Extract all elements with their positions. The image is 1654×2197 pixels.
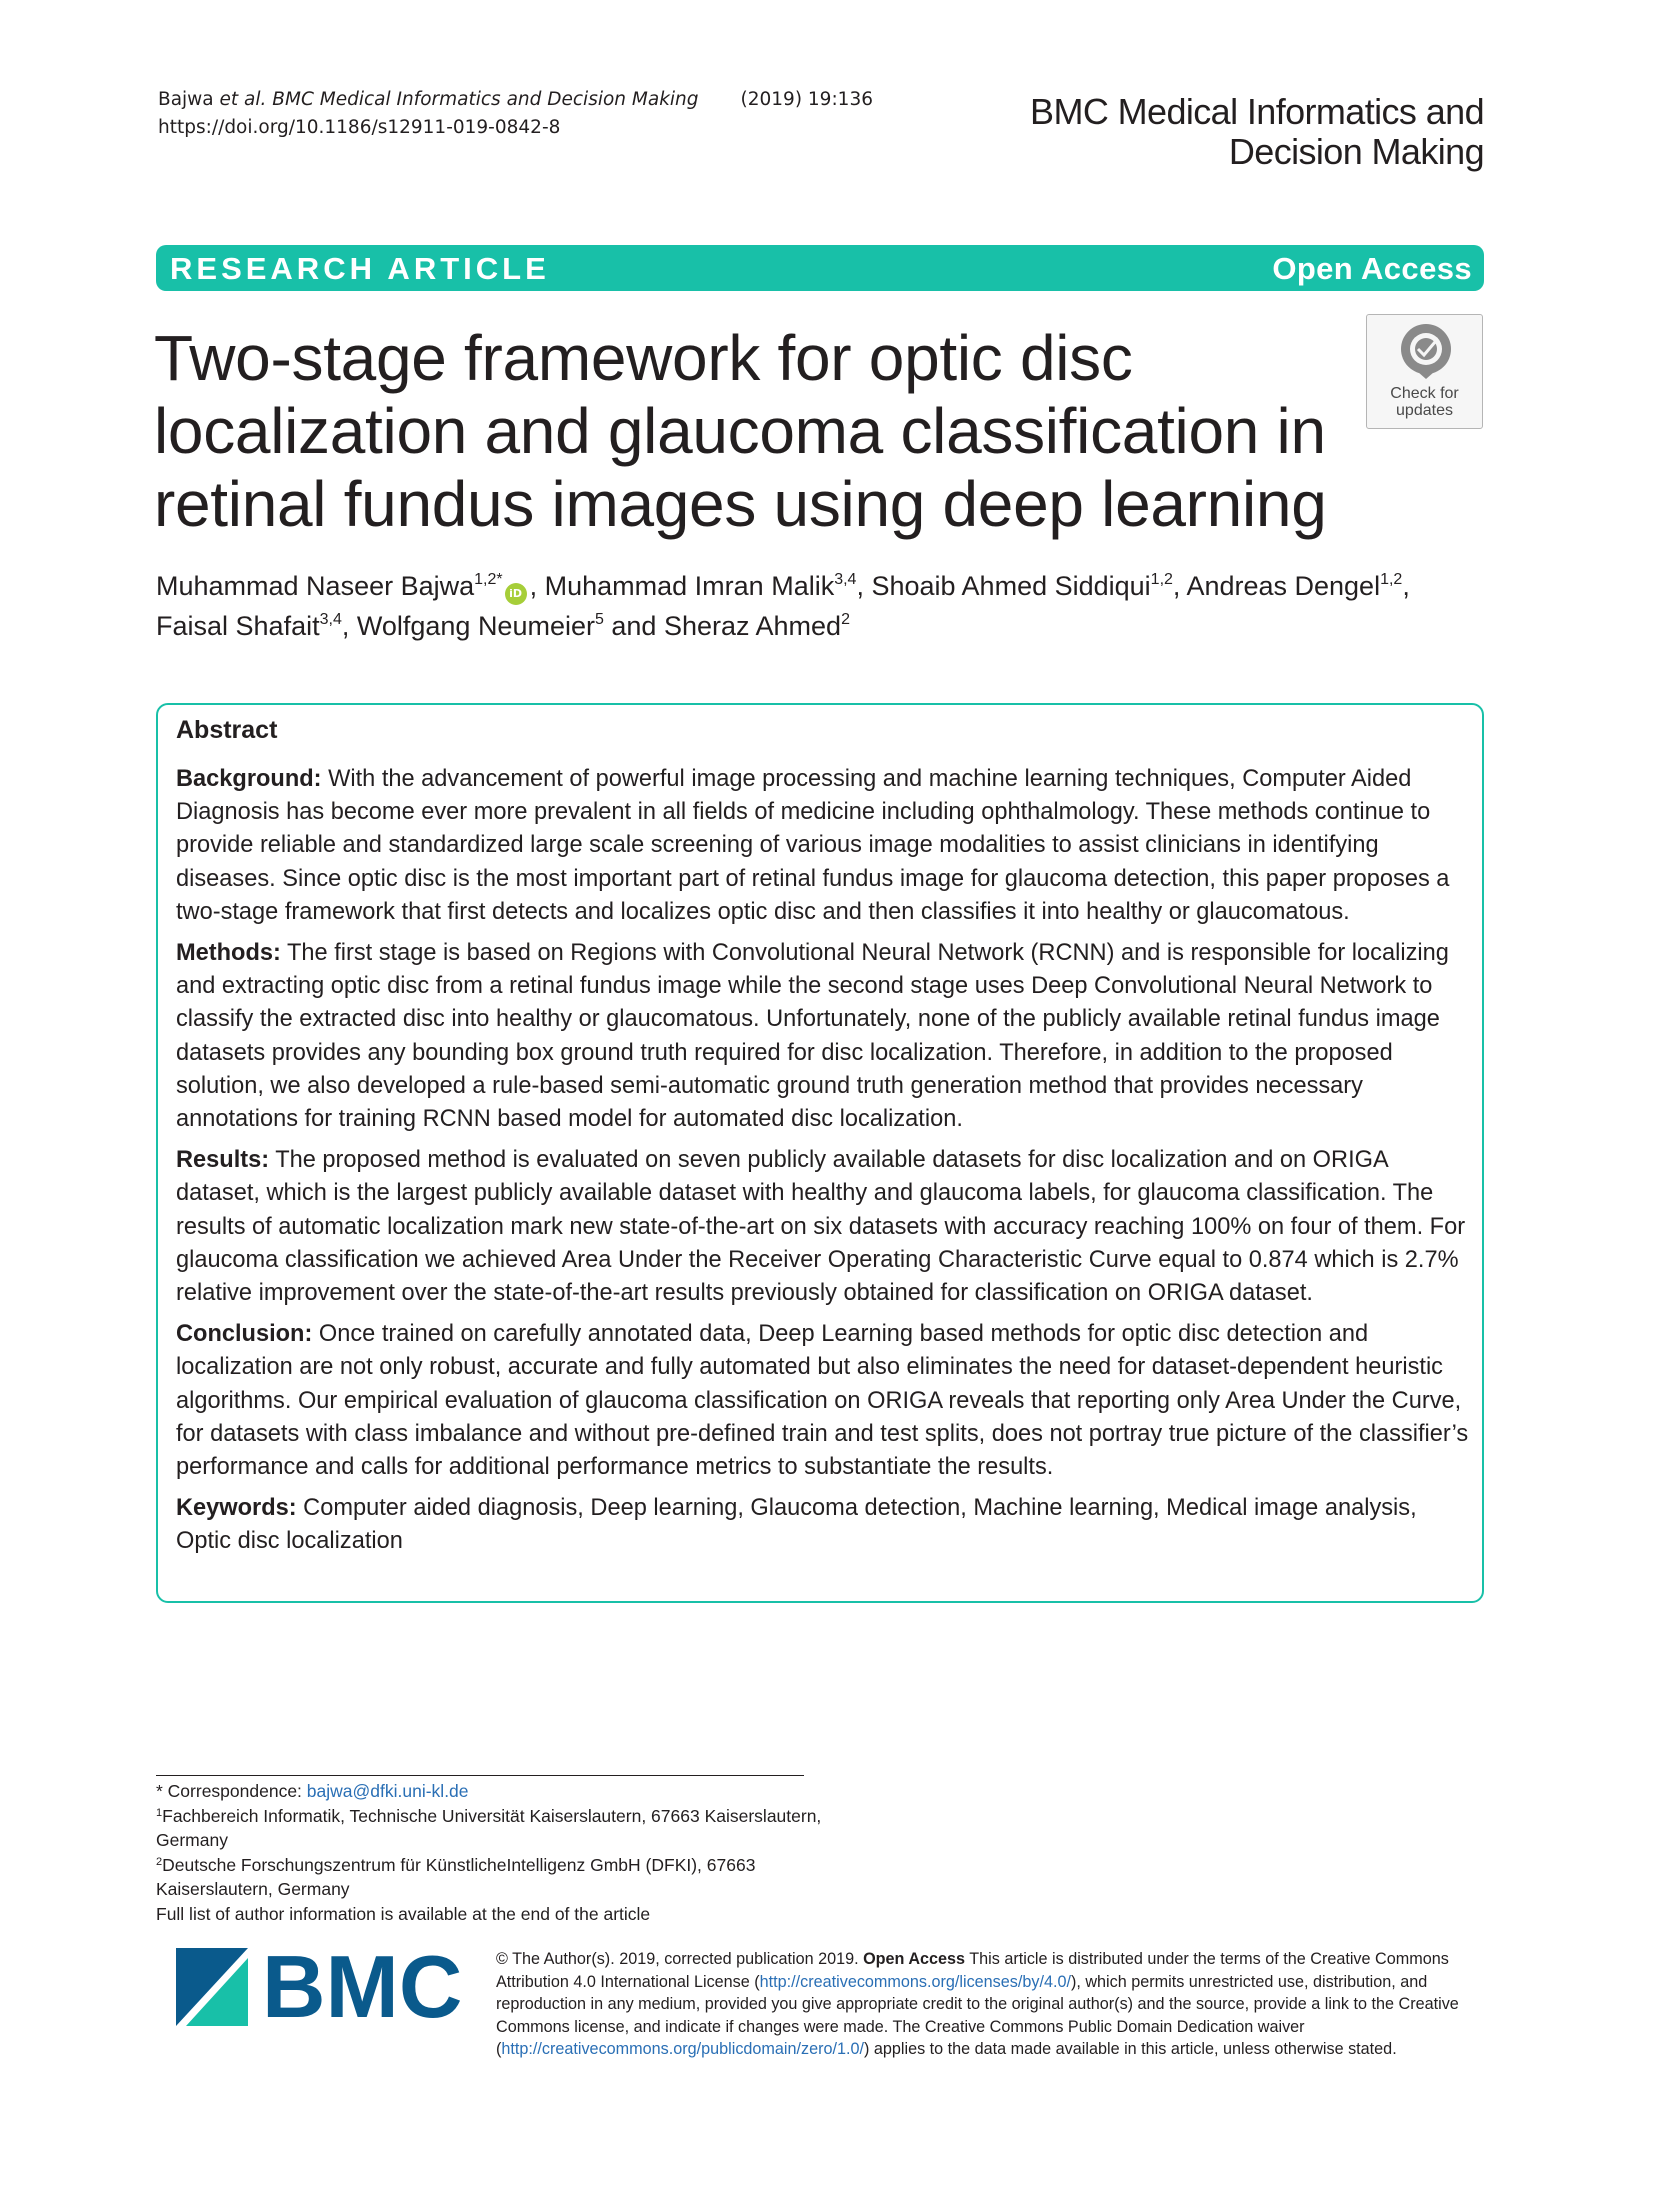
open-access-label: Open Access xyxy=(1272,251,1472,286)
author-separator: , xyxy=(1402,571,1410,601)
journal-name-line2: Decision Making xyxy=(1228,131,1484,172)
results-label: Results: xyxy=(176,1147,270,1174)
bmc-logo xyxy=(176,1948,466,2026)
check-for-updates-icon xyxy=(1398,321,1454,381)
author-separator: , xyxy=(1172,571,1187,601)
bmc-logo-icon xyxy=(176,1948,466,2026)
orcid-icon[interactable]: iD xyxy=(505,583,527,605)
affiliation-text: Fachbereich Informatik, Technische Universität Kaiserslautern, 67663 Kaiserslautern, Germany xyxy=(156,1805,822,1851)
author-name: Faisal Shafait xyxy=(156,611,320,641)
author-name: Wolfgang Neumeier xyxy=(356,611,595,641)
abstract-results xyxy=(176,1144,1472,1310)
author-affiliation: 2 xyxy=(841,611,850,628)
license-part: ) applies to the data made available in this article, unless otherwise stated. xyxy=(864,2040,1397,2059)
abstract-keywords xyxy=(176,1492,1472,1558)
article-type-label: RESEARCH ARTICLE xyxy=(170,251,550,286)
license-part: © The Author(s). 2019, corrected publication 2019. xyxy=(496,1950,864,1968)
abstract-methods xyxy=(176,937,1472,1136)
license-part: This article is distributed under the terms of the Creative Commons Attribution 4.0 International License ( xyxy=(496,1950,1449,1991)
author-affiliation: 1,2 xyxy=(1380,571,1403,588)
author-separator: and xyxy=(603,611,664,641)
citation-year: (2019) 19:136 xyxy=(740,89,873,110)
abstract-heading: Abstract xyxy=(176,716,278,744)
conclusion-text: Once trained on carefully annotated data, Deep Learning based methods for optic disc detection and localization are not only robust, accurate and fully automated but also eliminates the need for dataset-dependent heuristic algorithms. Our empirical evaluation of glaucoma classification on ORIGA reveals that reporting only Area Under the Curve, for datasets with class imbalance and without pre-defined train and test splits, does not portray true picture of the classifier’s performance and calls for additional performance metrics to substantiate the results. xyxy=(176,1321,1469,1481)
author-affiliation: 3,4 xyxy=(834,571,857,588)
author-name: Sheraz Ahmed xyxy=(663,611,842,641)
check-for-updates-text xyxy=(1367,385,1482,419)
affiliation-1 xyxy=(156,1804,856,1853)
check-for-updates-line2: updates xyxy=(1396,402,1453,419)
correspondence-label: * Correspondence: xyxy=(156,1781,307,1801)
affiliation-number: 1 xyxy=(156,1806,163,1819)
license-text xyxy=(496,1948,1486,2061)
author-separator: , xyxy=(529,571,545,601)
methods-label: Methods: xyxy=(176,940,281,967)
check-for-updates-badge[interactable] xyxy=(1366,314,1483,429)
author-affiliation: 5 xyxy=(594,611,604,628)
footnotes xyxy=(156,1779,856,1927)
author-list xyxy=(156,566,1486,646)
author-affiliation: 1,2* xyxy=(474,571,503,588)
affiliation-text: Deutsche Forschungszentrum für KünstlicheIntelligenz GmbH (DFKI), 67663 Kaiserslautern, Germany xyxy=(156,1854,756,1900)
author-name: Muhammad Naseer Bajwa xyxy=(156,571,475,601)
background-label: Background: xyxy=(176,766,322,792)
abstract-conclusion xyxy=(176,1318,1472,1484)
background-text: With the advancement of powerful image processing and machine learning techniques, Computer Aided Diagnosis has become ever more prevalent in all fields of medicine including ophthalmology. These methods continue to provide reliable and standardized large scale screening of various image modalities to assist clinicians in identifying diseases. Since optic disc is the most important part of retinal fundus image for glaucoma detection, this paper proposes a two-stage framework that first detects and localizes optic disc and then classifies it into healthy or glaucomatous. xyxy=(176,766,1450,925)
running-header xyxy=(158,86,873,142)
license-link-cc-zero[interactable]: http://creativecommons.org/publicdomain/zero/1.0/ xyxy=(501,2040,864,2059)
keywords-text: Computer aided diagnosis, Deep learning, Glaucoma detection, Machine learning, Medical image analysis, Optic disc localization xyxy=(176,1495,1417,1555)
citation-line xyxy=(158,86,873,114)
keywords-label: Keywords: xyxy=(176,1495,297,1522)
title-line-3: retinal fundus images using deep learning xyxy=(154,468,1327,540)
author-name: Shoaib Ahmed Siddiqui xyxy=(871,571,1151,601)
doi-link[interactable]: https://doi.org/10.1186/s12911-019-0842-8 xyxy=(158,117,561,138)
author-name: Muhammad Imran Malik xyxy=(544,571,835,601)
title-line-1: Two-stage framework for optic disc xyxy=(154,322,1133,394)
conclusion-label: Conclusion: xyxy=(176,1321,313,1348)
journal-name xyxy=(1030,92,1484,172)
license-part: ), which permits unrestricted use, distribution, and reproduction in any medium, provided you give appropriate credit to the original author(s) and the source, provide a link to the Creative Commons license, and indicate if changes were made. The Creative Commons Public Domain Dedication waiver ( xyxy=(496,1972,1459,2059)
correspondence xyxy=(156,1779,856,1804)
author-name: Andreas Dengel xyxy=(1186,571,1381,601)
methods-text: The first stage is based on Regions with Convolutional Neural Network (RCNN) and is responsible for localizing and extracting optic disc from a retinal fundus image while the second stage uses Deep Convolutional Neural Network to classify the extracted disc into healthy or glaucomatous. Unfortunately, none of the publicly available retinal fundus image datasets provides any bounding box ground truth required for disc localization. Therefore, in addition to the proposed solution, we also developed a rule-based semi-automatic ground truth generation method that provides necessary annotations for training RCNN based model for automated disc localization. xyxy=(176,940,1449,1133)
abstract-body xyxy=(176,763,1472,1567)
results-text: The proposed method is evaluated on seven publicly available datasets for disc localization and on ORIGA dataset, which is the largest publicly available dataset with healthy and glaucoma labels, for glaucoma classification. The results of automatic localization mark new state-of-the-art on six datasets with accuracy reaching 100% on four of them. For glaucoma classification we achieved Area Under the Receiver Operating Characteristic Curve equal to 0.874 which is 2.7% relative improvement over the state-of-the-art results previously obtained for classification on ORIGA dataset. xyxy=(176,1147,1466,1307)
abstract-box xyxy=(156,703,1484,1603)
bmc-logo-text: BMC xyxy=(262,1948,463,2026)
title-line-2: localization and glaucoma classification in xyxy=(154,395,1326,467)
author-separator: , xyxy=(341,611,357,641)
author-affiliation: 3,4 xyxy=(319,611,342,628)
citation-journal: BMC Medical Informatics and Decision Making xyxy=(272,89,699,110)
footnote-rule xyxy=(156,1775,804,1776)
author-separator: , xyxy=(856,571,872,601)
article-title xyxy=(154,322,1334,541)
check-for-updates-line1: Check for xyxy=(1390,385,1459,402)
journal-name-line1: BMC Medical Informatics and xyxy=(1030,91,1484,132)
citation-etal: et al. xyxy=(219,89,267,110)
full-author-info-note: Full list of author information is available at the end of the article xyxy=(156,1903,651,1924)
affiliation-number: 2 xyxy=(156,1855,163,1868)
affiliation-2 xyxy=(156,1853,856,1902)
correspondence-email-link[interactable]: bajwa@dfki.uni-kl.de xyxy=(306,1781,469,1801)
license-link-cc-by[interactable]: http://creativecommons.org/licenses/by/4.0/ xyxy=(759,1972,1071,1991)
author-affiliation: 1,2 xyxy=(1150,571,1173,588)
article-type-banner xyxy=(156,245,1484,291)
citation-author: Bajwa xyxy=(158,89,214,110)
license-open-access: Open Access xyxy=(863,1950,966,1968)
abstract-background xyxy=(176,763,1472,929)
